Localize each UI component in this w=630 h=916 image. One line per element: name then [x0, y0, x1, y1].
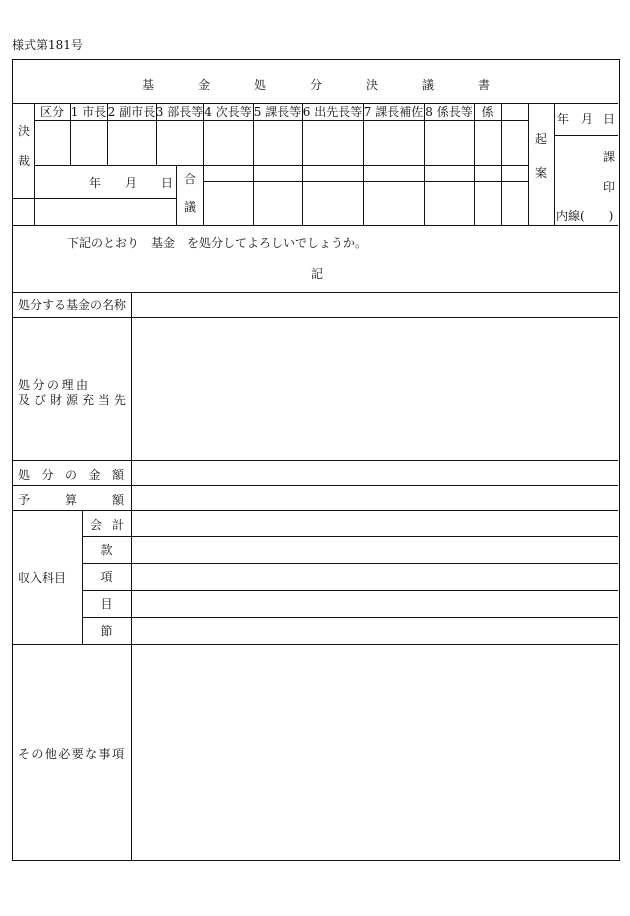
- income-kou: 項: [100, 570, 113, 584]
- col-staff: 係: [481, 105, 494, 119]
- reason-field[interactable]: [132, 318, 618, 460]
- draft-day: 日: [603, 112, 616, 126]
- form-number: 様式第181号: [12, 38, 83, 52]
- form-title: 基 金 処 分 決 議 書: [141, 78, 491, 92]
- reason-label-line2: 及 び 財 源 充 当 先: [18, 393, 126, 407]
- col-deputy-mayor: 2 副市長: [107, 105, 156, 119]
- other-matters-field[interactable]: [132, 645, 618, 858]
- decision-form: [12, 59, 620, 861]
- col-mayor: 1 市長: [70, 105, 107, 119]
- kian-label: 起 案: [534, 132, 547, 180]
- reason-label-line1: 処 分 の 理 由: [18, 378, 88, 392]
- fund-name-field[interactable]: [132, 293, 618, 317]
- col-director: 3 部長等: [155, 105, 204, 119]
- agree-label: 合 議: [183, 172, 196, 214]
- col-section-chief: 5 課長等: [253, 105, 302, 119]
- income-item-label: 収入科目: [18, 571, 67, 585]
- kessai-label: 決 裁: [17, 124, 30, 168]
- decision-year: 年: [89, 176, 102, 190]
- draft-section: 課: [603, 150, 616, 164]
- fund-name-label: 処分する基金の名称: [18, 298, 127, 312]
- amount-label: 処 分 の 金 額: [18, 468, 124, 482]
- draft-month: 月: [581, 112, 594, 126]
- income-moku: 目: [100, 597, 113, 611]
- income-kan: 款: [100, 543, 113, 557]
- income-setsu: 節: [100, 624, 113, 638]
- col-branch-chief: 6 出先長等: [302, 105, 363, 119]
- statement-text: 下記のとおり 基金 を処分してよろしいでしょうか。: [67, 236, 368, 250]
- ki-label: 記: [311, 267, 324, 281]
- income-account: 会 計: [90, 518, 124, 532]
- draft-extension: 内線( ): [556, 209, 614, 223]
- other-matters-label: そ の 他 必 要 な 事 項: [18, 747, 124, 761]
- decision-month: 月: [125, 176, 138, 190]
- draft-year: 年: [557, 112, 570, 126]
- col-kubun: 区分: [39, 105, 64, 119]
- col-subsection-chief: 8 係長等: [425, 105, 473, 119]
- draft-seal: 印: [603, 180, 616, 194]
- budget-label: 予 算 額: [18, 493, 124, 507]
- col-deputy-director: 4 次長等: [204, 105, 252, 119]
- budget-field[interactable]: [132, 486, 618, 510]
- amount-field[interactable]: [132, 461, 618, 485]
- col-assistant-chief: 7 課長補佐: [363, 105, 424, 119]
- decision-day: 日: [161, 176, 174, 190]
